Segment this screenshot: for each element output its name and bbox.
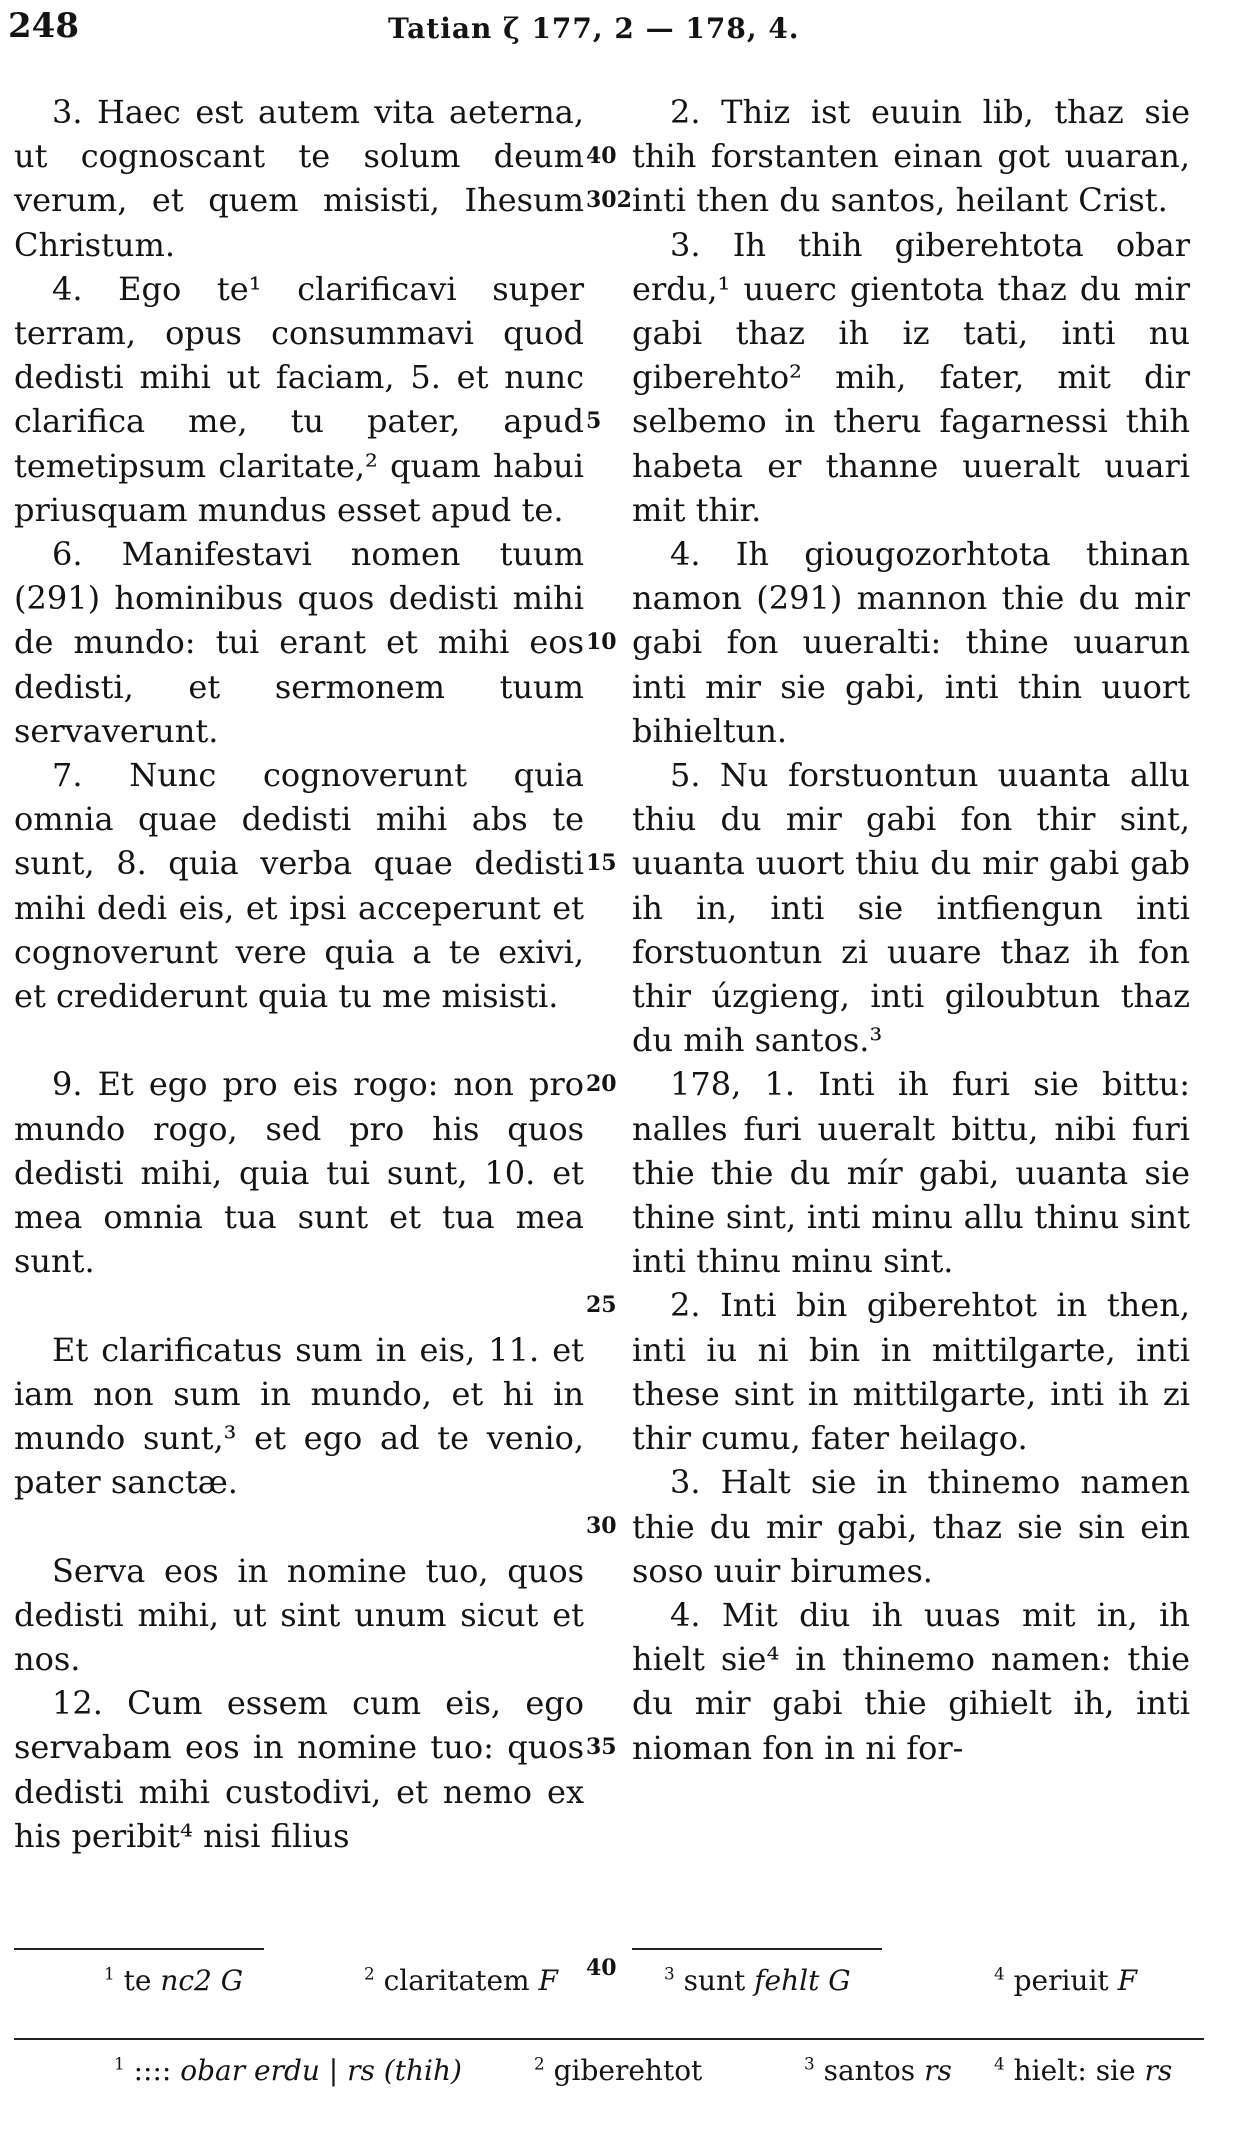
footnote-text: hielt: sie — [1004, 2054, 1145, 2087]
footnote-mark: 4 — [994, 2053, 1005, 2074]
page-number: 248 — [8, 6, 79, 46]
line-number: 40 — [586, 143, 617, 170]
line-number: 35 — [586, 1734, 617, 1761]
footnote-note: F — [1117, 1964, 1137, 1997]
footnote-text: :::: — [124, 2054, 181, 2087]
paragraph: 4. Mit diu ih uuas mit in, ih hielt sie⁴ in thinemo namen: thie du mir gabi thie gihielt ih, inti nioman fon in ni for- — [632, 1595, 1190, 1767]
paragraph: 178, 1. Inti ih furi sie bittu: nalles furi uueralt bittu, nibi furi thie thie du mír gabi, uuanta sie thine sint, inti minu allu thinu sint inti thinu minu sint. — [632, 1065, 1190, 1281]
line-number: 20 — [586, 1071, 617, 1098]
footnote-text: claritatem — [374, 1964, 539, 1997]
footnote-text: giberehtot — [544, 2054, 703, 2087]
paragraph: 9. Et ego pro eis rogo: non pro mundo rogo, sed pro his quos dedisti mihi, quia tui sunt, 10. et mea omnia tua sunt et tua mea sunt. — [14, 1065, 584, 1281]
footnote — [664, 1964, 851, 1997]
footnote-note: fehlt G — [754, 1964, 851, 1997]
footnote — [364, 1964, 558, 1997]
paragraph: Serva eos in nomine tuo, quos dedisti mihi, ut sint unum sicut et nos. — [14, 1551, 584, 1679]
page-header — [8, 6, 1208, 56]
footnote-mark: 2 — [534, 2053, 545, 2074]
paragraph: 2. Thiz ist euuin lib, thaz sie thih forstanten einan got uuaran, inti then du santos, heilant Crist. — [632, 93, 1190, 220]
running-title: Tatian ζ 177, 2 — 178, 4. — [388, 12, 800, 45]
line-number: 30 — [586, 1513, 617, 1540]
footnote — [804, 2054, 952, 2087]
paragraph: 12. Cum essem cum eis, ego servabam eos in nomine tuo: quos dedisti mihi custodivi, et nemo ex his peribit⁴ nisi filius — [14, 1684, 584, 1855]
footnote-mark: 4 — [994, 1963, 1005, 1984]
footnote-text: sunt — [674, 1964, 755, 1997]
paragraph: 4. Ih giougozorhtota thinan namon (291) mannon thie du mir gabi fon uueralti: thine uuarun inti mir sie gabi, inti thin uuort bihieltun. — [632, 535, 1190, 750]
paragraph: 3. Halt sie in thinemo namen thie du mir gabi, thaz sie sin ein soso uuir birumes. — [632, 1463, 1190, 1590]
footnote-text: periuit — [1004, 1964, 1118, 1997]
footnote — [994, 2054, 1172, 2087]
paragraph: 3. Ih thih giberehtota obar erdu,¹ uuerc gientota thaz du mir gabi thaz ih iz tati, inti nu giberehto² mih, fater, mit dir selbemo in theru fagarnessi thih habeta er thanne uueralt uuari mit thir. — [632, 225, 1190, 529]
line-number: 5 — [586, 408, 602, 435]
paragraph: 5. Nu forstuontun uuanta allu thiu du mir gabi fon thir sint, uuanta uuort thiu du mir gabi gab ih in, inti sie intfiengun inti forstuontun zi uuare thaz ih fon thir úzgieng, inti giloubtun thaz du mih santos.³ — [632, 756, 1190, 1060]
footnote-mark: 2 — [364, 1963, 375, 1984]
footnote-note: rs — [1144, 2054, 1173, 2087]
footnote — [114, 2054, 462, 2087]
footnote-mark: 1 — [104, 1963, 115, 1984]
footnote-note: obar erdu | rs (thih) — [180, 2054, 462, 2087]
old-high-german-column — [632, 90, 1190, 1770]
paragraph: 6. Manifestavi nomen tuum (291) hominibus quos dedisti mihi de mundo: tui erant et mihi eos dedisti, et sermonem tuum servaverunt. — [14, 535, 584, 750]
footnote-rule-right — [632, 1948, 882, 1950]
paragraph: 7. Nunc cognoverunt quia omnia quae dedisti mihi abs te sunt, 8. quia verba quae dedisti mihi dedi eis, et ipsi acceperunt et cognoverunt vere quia a te exivi, et crediderunt quia tu me misisti. — [14, 756, 584, 1016]
paragraph: Et clarificatus sum in eis, 11. et iam non sum in mundo, et hi in mundo sunt,³ et ego ad te venio, pater sanctæ. — [14, 1330, 584, 1502]
latin-column — [14, 90, 584, 1858]
line-number: 10 — [586, 629, 617, 656]
paragraph: 4. Ego te¹ clarificavi super terram, opus consummavi quod dedisti mihi ut faciam, 5. et nunc clarifica me, tu pater, apud temetipsum claritate,² quam habui priusquam mundus esset apud te. — [14, 269, 584, 529]
line-number: 15 — [586, 850, 617, 877]
footnote-rule-left — [14, 1948, 264, 1950]
footnote-note: nc2 G — [160, 1964, 244, 1997]
paragraph: 2. Inti bin giberehtot in then, inti iu ni bin in mittilgarte, inti these sint in mittilgarte, inti ih zi thir cumu, fater heilago. — [632, 1286, 1190, 1458]
footnote — [534, 2054, 702, 2087]
line-number: 40 — [586, 1955, 617, 1982]
footnote-mark: 3 — [804, 2053, 815, 2074]
footnote — [104, 1964, 243, 1997]
footnote-text: santos — [814, 2054, 925, 2087]
footnote-text: te — [114, 1964, 161, 1997]
footnote-note: F — [538, 1964, 558, 1997]
line-number: 25 — [586, 1292, 617, 1319]
footnote-mark: 1 — [114, 2053, 125, 2074]
footnote — [994, 1964, 1137, 1997]
paragraph: 3. Haec est autem vita aeterna, ut cognoscant te solum deum verum, et quem misisti, Ihesum Christum. — [14, 93, 584, 264]
line-number: 302 — [586, 187, 632, 214]
footnote-rule-full — [14, 2038, 1204, 2040]
footnote-mark: 3 — [664, 1963, 675, 1984]
footnote-note: rs — [924, 2054, 952, 2087]
